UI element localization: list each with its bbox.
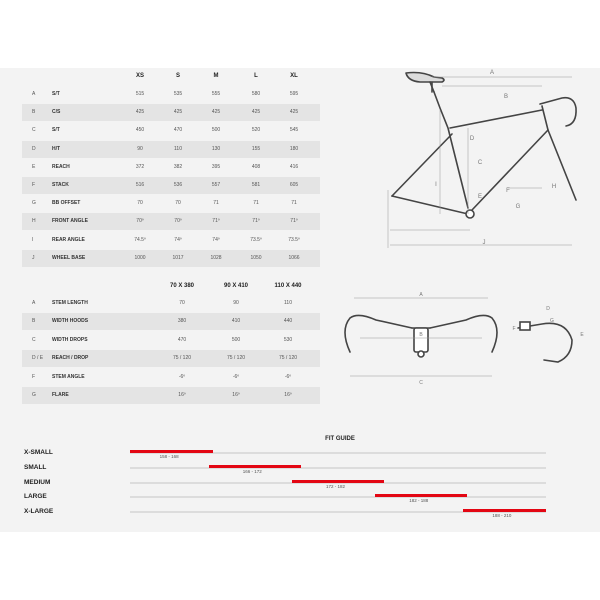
fit-range-text: 158 - 168: [159, 454, 179, 459]
row-value: 71º: [252, 218, 260, 225]
row-value: 1066: [288, 254, 300, 261]
row-value: 536: [173, 182, 183, 188]
geometry-column-header: M: [213, 73, 219, 79]
row-value: 110: [174, 145, 182, 152]
cockpit-column-header: 110 X 440: [274, 283, 302, 289]
row-label: WIDTH HOODS: [52, 318, 89, 325]
fit-range-text: 182 - 188: [409, 498, 429, 504]
row-letter: D: [32, 145, 36, 152]
row-value: 470: [177, 336, 187, 343]
row-letter: I: [32, 236, 34, 243]
geometry-row: [22, 213, 320, 230]
row-value: -6º: [232, 373, 240, 380]
row-letter: A: [32, 300, 36, 306]
row-value: 581: [251, 182, 261, 188]
fit-size-label: X-LARGE: [24, 508, 54, 516]
geometry-row: [22, 104, 320, 121]
row-value: 535: [173, 91, 183, 97]
fit-range-bar: [209, 465, 301, 468]
row-value: 595: [289, 91, 299, 97]
row-value: 605: [289, 182, 299, 188]
row-value: 555: [211, 91, 221, 97]
bar-dimension-label: B: [419, 332, 423, 338]
row-value: 516: [135, 182, 145, 188]
row-value: 73.5º: [288, 236, 300, 243]
fit-guide-title: FIT GUIDE: [325, 436, 355, 442]
row-value: 380: [177, 318, 187, 325]
geometry-column-header: XL: [290, 73, 298, 79]
row-label: H/T: [52, 145, 61, 152]
bar-side-dimension-label: D: [546, 306, 550, 312]
row-letter: G: [32, 392, 36, 398]
row-value: 90: [233, 300, 239, 306]
row-value: 1028: [210, 254, 222, 261]
frame-dimension-label: A: [489, 70, 495, 76]
row-value: 74º: [212, 236, 220, 243]
row-value: 580: [251, 91, 261, 97]
frame-dimension-label: C: [477, 160, 483, 166]
row-value: 90: [137, 145, 143, 152]
row-value: 410: [231, 318, 241, 325]
fit-range-text: 172 - 182: [326, 483, 346, 489]
row-value: 180: [289, 145, 299, 152]
fit-size-label: SMALL: [24, 463, 47, 471]
row-value: 70: [179, 300, 185, 306]
fit-range-text: 188 - 210: [492, 513, 512, 519]
fit-range-text: 166 - 172: [242, 468, 262, 474]
row-value: -6º: [284, 373, 292, 380]
row-value: 372: [135, 163, 145, 170]
row-value: 382: [173, 163, 183, 170]
row-letter: F: [32, 182, 36, 188]
cockpit-row: [22, 332, 320, 349]
row-value: 74º: [174, 236, 182, 243]
row-value: 71: [213, 200, 219, 207]
row-value: 71º: [290, 218, 298, 225]
handlebar-side-diagram: [508, 300, 588, 370]
row-letter: D / E: [32, 355, 44, 362]
row-label: BB OFFSET: [52, 200, 81, 207]
row-letter: B: [32, 109, 36, 116]
bar-dimension-label: A: [419, 292, 423, 298]
row-letter: C: [32, 336, 36, 343]
row-value: 416: [289, 163, 299, 170]
fit-range-bar: [292, 480, 384, 483]
row-letter: G: [32, 200, 36, 207]
fit-size-label: LARGE: [24, 493, 47, 501]
geometry-row: [22, 250, 320, 267]
row-value: 425: [251, 109, 261, 116]
row-label: REAR ANGLE: [52, 236, 85, 243]
cockpit-row: [22, 313, 320, 330]
row-value: 70: [175, 200, 181, 207]
row-value: 75 / 120: [226, 355, 246, 362]
row-label: S/T: [52, 91, 60, 97]
geometry-row: [22, 159, 320, 176]
row-value: 16º: [284, 392, 292, 398]
row-value: 408: [251, 163, 261, 170]
frame-dimension-label: H: [551, 184, 557, 190]
frame-dimension-label: G: [515, 204, 521, 210]
fit-range-bar: [130, 450, 213, 453]
row-letter: C: [32, 127, 36, 134]
row-label: WHEEL BASE: [52, 254, 86, 261]
cockpit-row: [22, 369, 320, 386]
row-value: 1050: [250, 254, 262, 261]
bar-dimension-label: C: [419, 380, 423, 386]
bar-side-dimension-label: E: [580, 332, 584, 338]
row-label: FRONT ANGLE: [52, 218, 88, 225]
frame-dimension-label: B: [503, 94, 509, 100]
fit-track: [130, 496, 546, 498]
cockpit-column-header: 90 X 410: [223, 283, 249, 289]
row-value: 75 / 120: [278, 355, 298, 362]
row-value: 450: [135, 127, 145, 134]
row-value: 74.5º: [134, 236, 146, 243]
row-value: 1000: [134, 254, 146, 261]
row-value: 73.5º: [250, 236, 262, 243]
row-label: REACH / DROP: [52, 355, 89, 362]
geometry-row: [22, 122, 320, 139]
frame-dimension-label: D: [469, 136, 475, 142]
row-letter: F: [32, 373, 36, 380]
frame-dimension-label: E: [477, 194, 483, 200]
row-value: 16º: [178, 392, 186, 398]
row-letter: J: [32, 254, 35, 261]
row-value: 440: [283, 318, 293, 325]
row-value: 71º: [212, 218, 220, 225]
cockpit-row: [22, 350, 320, 367]
row-value: 425: [173, 109, 183, 116]
row-value: 395: [211, 163, 221, 170]
row-value: 425: [211, 109, 221, 116]
row-value: 130: [211, 145, 221, 152]
row-value: 70: [137, 200, 143, 207]
fit-range-bar: [375, 494, 467, 497]
row-value: 71: [253, 200, 259, 207]
row-label: WIDTH DROPS: [52, 336, 88, 343]
row-value: 70º: [136, 218, 144, 225]
handlebar-top-diagram: [336, 290, 506, 386]
fit-track: [130, 467, 546, 469]
fit-size-label: MEDIUM: [24, 478, 51, 486]
geometry-row: [22, 86, 320, 103]
row-value: 545: [289, 127, 299, 134]
row-value: 557: [211, 182, 221, 188]
row-label: REACH: [52, 163, 70, 170]
geometry-row: [22, 141, 320, 158]
geometry-row: [22, 232, 320, 249]
row-value: 155: [251, 145, 261, 152]
row-value: 500: [231, 336, 241, 343]
row-value: -6º: [178, 373, 186, 380]
bar-side-dimension-label: G: [550, 318, 554, 324]
row-value: 515: [135, 91, 145, 97]
row-value: 470: [173, 127, 183, 134]
fit-range-bar: [463, 509, 546, 512]
row-letter: A: [32, 91, 36, 97]
cockpit-row: [22, 387, 320, 404]
row-label: C/S: [52, 109, 61, 116]
row-label: STEM LENGTH: [52, 300, 88, 306]
frame-dimension-label: I: [435, 182, 437, 188]
frame-geometry-diagram: [372, 68, 600, 268]
row-label: FLARE: [52, 392, 69, 398]
row-label: STACK: [52, 182, 69, 188]
row-value: 1017: [172, 254, 184, 261]
row-letter: E: [32, 163, 36, 170]
row-value: 71: [291, 200, 297, 207]
row-value: 425: [135, 109, 145, 116]
frame-dimension-label: F: [506, 188, 510, 194]
geometry-row: [22, 195, 320, 212]
geometry-column-header: XS: [135, 73, 144, 79]
geometry-column-header: L: [254, 73, 258, 79]
row-value: 520: [251, 127, 261, 134]
geometry-column-header: S: [175, 73, 180, 79]
row-value: 110: [284, 300, 292, 306]
fit-size-label: X-SMALL: [24, 449, 53, 456]
row-value: 16º: [232, 392, 240, 398]
row-value: 500: [211, 127, 221, 134]
frame-dimension-label: J: [482, 240, 486, 246]
row-letter: H: [32, 218, 36, 225]
cockpit-column-header: 70 X 380: [169, 283, 195, 289]
row-label: S/T: [52, 127, 60, 134]
row-value: 75 / 120: [172, 355, 192, 362]
row-letter: B: [32, 318, 36, 325]
cockpit-row: [22, 295, 320, 312]
row-label: STEM ANGLE: [52, 373, 85, 380]
geometry-row: [22, 177, 320, 194]
row-value: 530: [283, 336, 293, 343]
bar-side-dimension-label: F: [512, 326, 516, 332]
row-value: 70º: [174, 218, 182, 225]
row-value: 425: [289, 109, 299, 116]
